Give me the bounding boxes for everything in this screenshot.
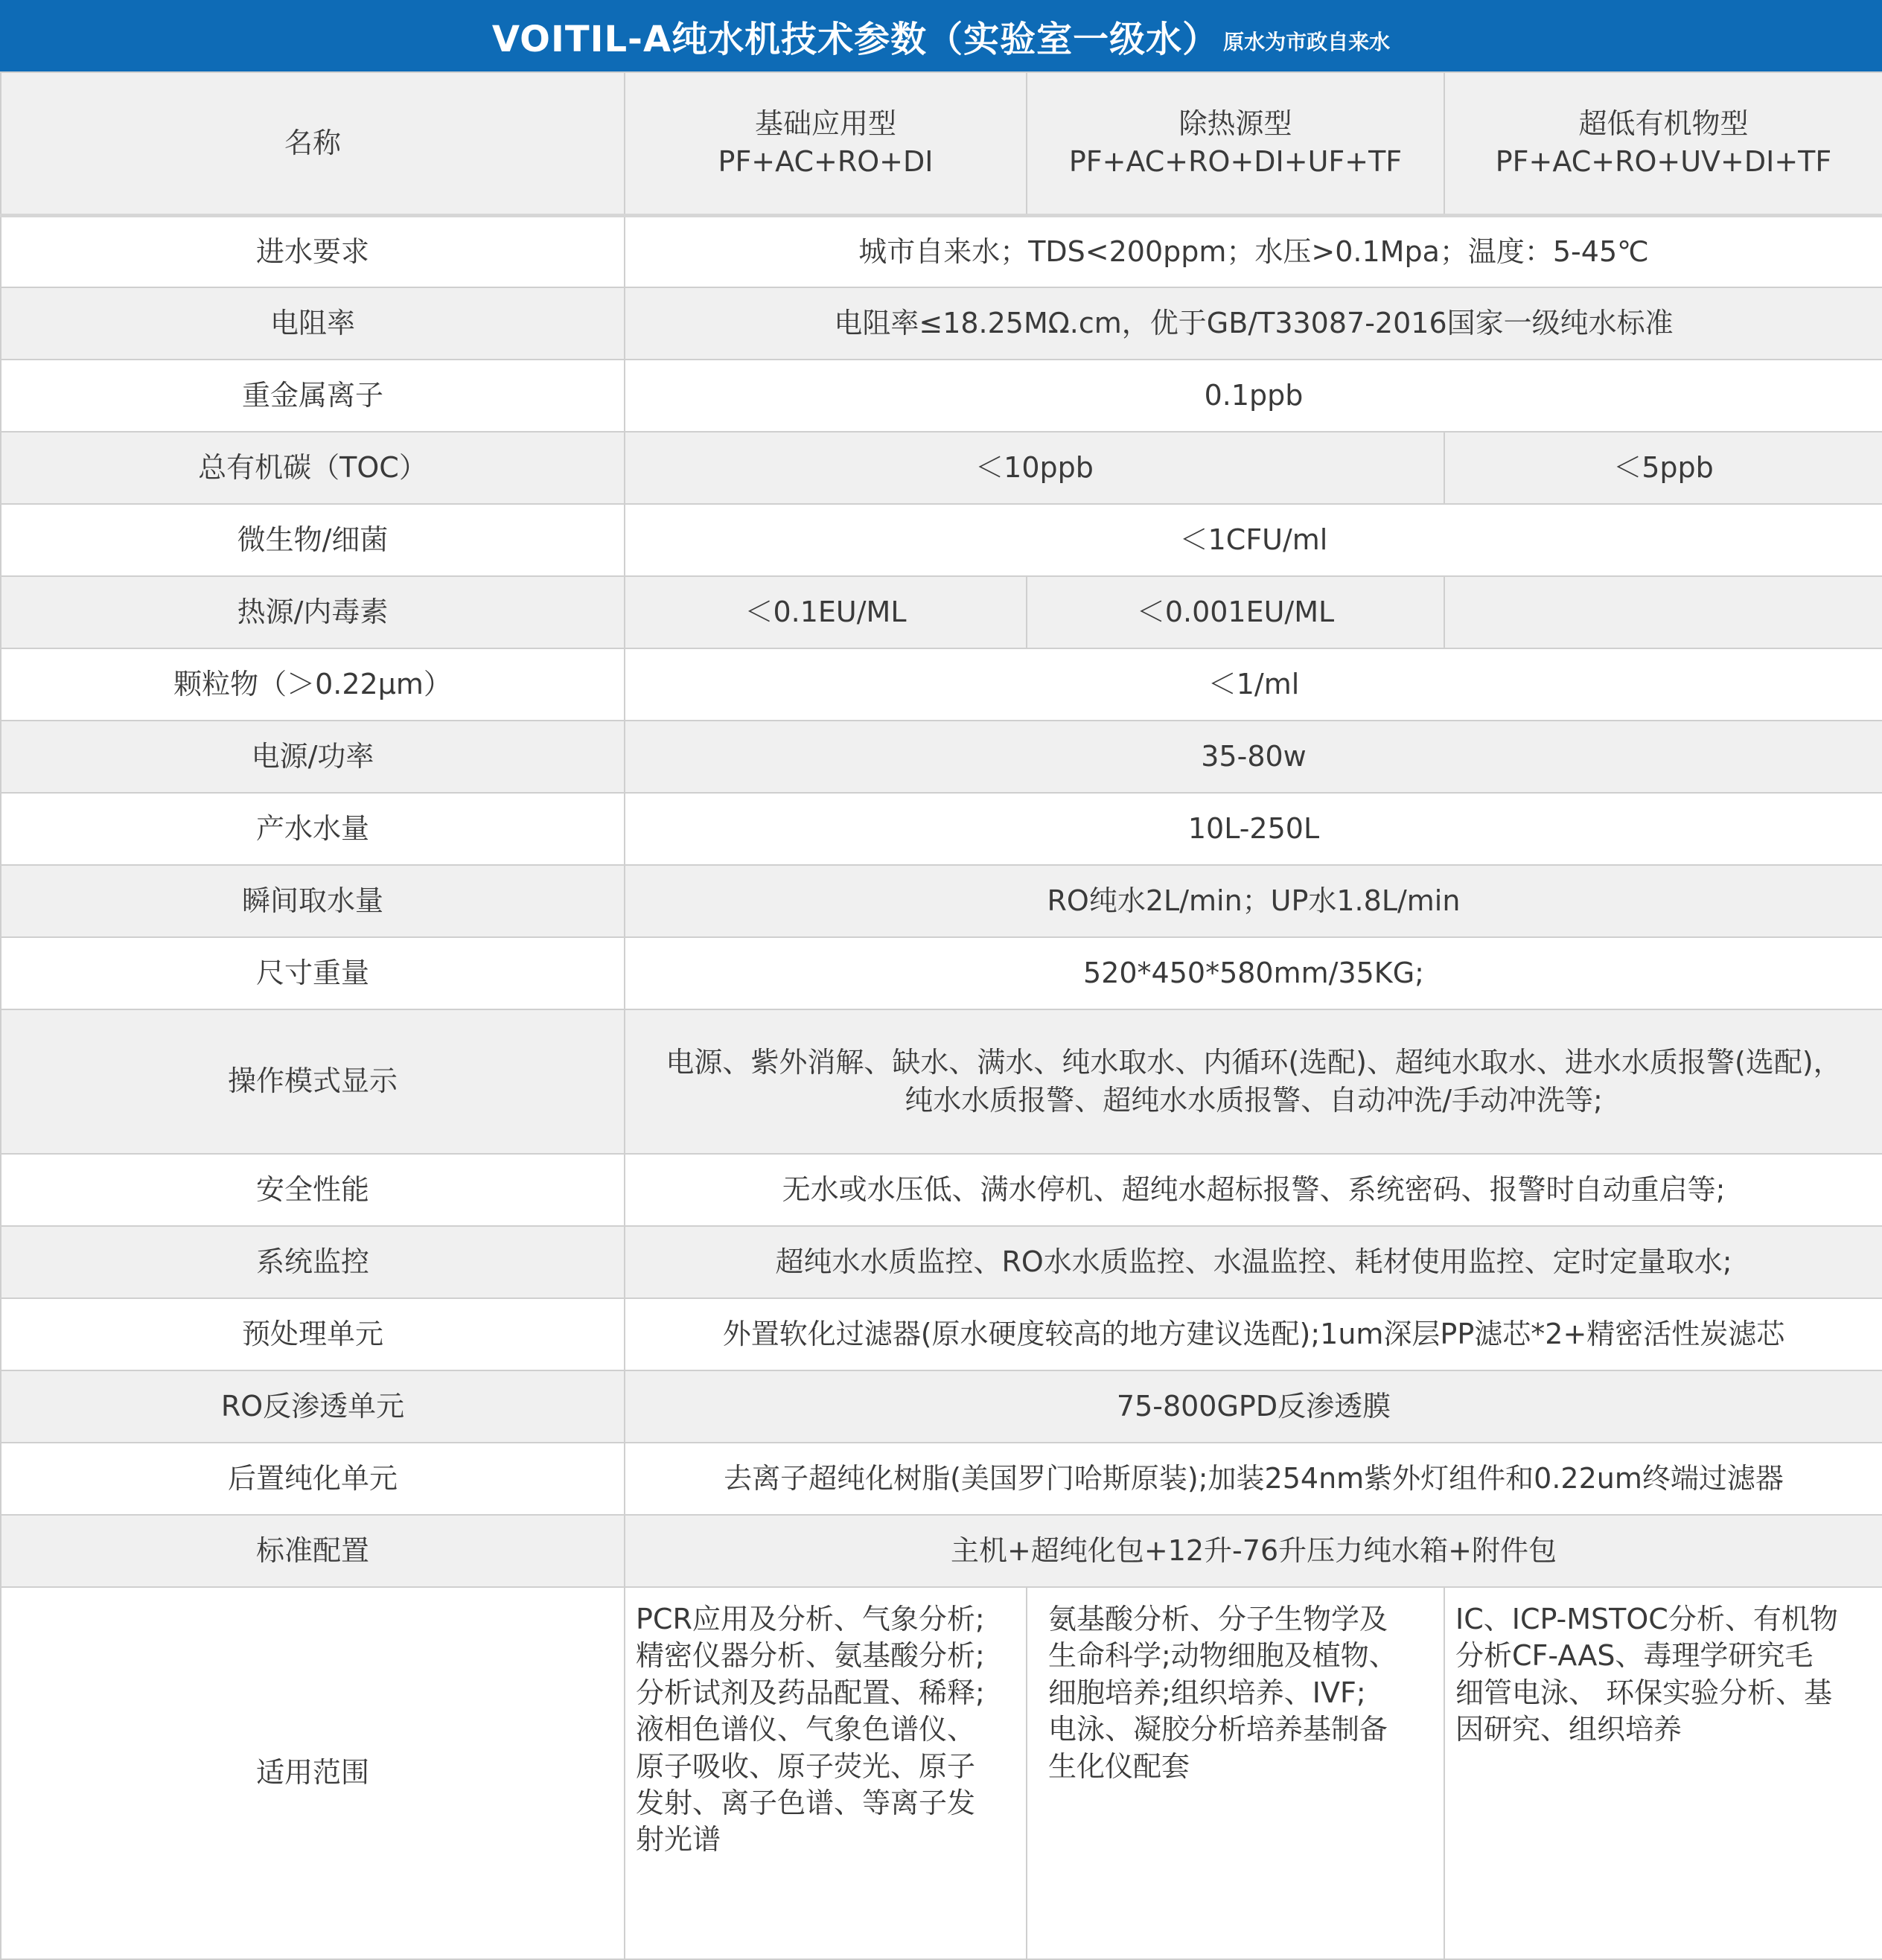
model-basic-name: 基础应用型 [754,106,896,140]
table-row-toc [1,432,1882,504]
table-row-scope [1,1587,1882,1959]
row-label: 重金属离子 [1,360,625,432]
row-value: 去离子超纯化树脂(美国罗门哈斯原装);加装254nm紫外灯组件和0.22um终端过滤器 [625,1443,1882,1515]
scope-line: 因研究、组织培养 [1455,1713,1682,1746]
row-label: 微生物/细菌 [1,504,625,576]
spec-table [0,71,1882,1960]
row-label: 标准配置 [1,1515,625,1587]
scope-line: 原子吸收、原子荧光、原子 [636,1749,976,1783]
table-row-mode [1,1009,1882,1154]
header-label: 名称 [284,126,341,159]
row-label: 热源/内毒素 [1,576,625,648]
row-label: 安全性能 [1,1154,625,1226]
mode-line-2: 纯水水质报警、超纯水水质报警、自动冲洗/手动冲洗等; [905,1084,1603,1117]
scope-line: 细管电泳、 环保实验分析、基 [1455,1676,1833,1709]
scope-col-pyrogen [1027,1587,1444,1959]
row-value: 超纯水水质监控、RO水水质监控、水温监控、耗材使用监控、定时定量取水; [625,1226,1882,1298]
model-basic-cell [625,72,1027,215]
table-row-heavy-metal [1,360,1882,432]
row-value: 主机+超纯化包+12升-76升压力纯水箱+附件包 [625,1515,1882,1587]
row-value-b: ＜0.001EU/ML [1027,576,1444,648]
row-value: 75-800GPD反渗透膜 [625,1370,1882,1443]
row-label: 适用范围 [1,1587,625,1959]
scope-col-basic [625,1587,1027,1959]
row-value-a: ＜0.1EU/ML [625,576,1027,648]
table-row-microbe [1,504,1882,576]
table-row-size [1,937,1882,1009]
table-row-power [1,721,1882,793]
mode-line-1: 电源、紫外消解、缺水、满水、纯水取水、内循环(选配)、超纯水取水、进水水质报警(选配)， [666,1045,1842,1079]
row-value: 0.1ppb [625,360,1882,432]
model-low-organic-config: PF+AC+RO+UV+DI+TF [1495,145,1832,179]
row-label: RO反渗透单元 [1,1370,625,1443]
row-label: 颗粒物（＞0.22μm） [1,648,625,721]
scope-line: 分析CF-AAS、毒理学研究毛 [1455,1639,1814,1673]
table-row-resistivity [1,287,1882,360]
scope-line: 电泳、凝胶分析培养基制备 [1048,1713,1388,1746]
row-value-c [1444,576,1882,648]
row-value: 电阻率≤18.25MΩ.cm，优于GB/T33087-2016国家一级纯水标准 [625,287,1882,360]
table-row-standard [1,1515,1882,1587]
row-value: 10L-250L [625,793,1882,865]
row-label: 操作模式显示 [1,1009,625,1154]
row-label: 产水水量 [1,793,625,865]
table-row-output [1,793,1882,865]
row-label: 总有机碳（TOC） [1,432,625,504]
scope-line: 液相色谱仪、气象色谱仪、 [636,1713,976,1746]
model-pyrogen-name: 除热源型 [1178,106,1292,140]
model-low-organic-name: 超低有机物型 [1578,106,1749,140]
model-low-organic-cell [1444,72,1882,215]
table-row-safety [1,1154,1882,1226]
scope-line: 射光谱 [636,1823,721,1857]
scope-line: 发射、离子色谱、等离子发 [636,1786,976,1819]
scope-col-low-organic [1444,1587,1882,1959]
scope-line: 精密仪器分析、氨基酸分析; [636,1639,985,1673]
row-value [625,1009,1882,1154]
row-value: 外置软化过滤器(原水硬度较高的地方建议选配);1um深层PP滤芯*2+精密活性炭滤芯 [625,1298,1882,1370]
row-label: 预处理单元 [1,1298,625,1370]
title-bar [0,0,1882,71]
table-row-post [1,1443,1882,1515]
row-label: 尺寸重量 [1,937,625,1009]
table-row-inlet [1,215,1882,287]
scope-line: PCR应用及分析、气象分析; [636,1603,985,1635]
row-label: 后置纯化单元 [1,1443,625,1515]
row-label: 电源/功率 [1,721,625,793]
table-row-pyrogen [1,576,1882,648]
row-value: ＜1CFU/ml [625,504,1882,576]
row-value: 无水或水压低、满水停机、超纯水超标报警、系统密码、报警时自动重启等; [625,1154,1882,1226]
table-row-pretreat [1,1298,1882,1370]
row-label: 瞬间取水量 [1,865,625,937]
header-label-cell [1,72,625,215]
row-label: 进水要求 [1,215,625,287]
row-label: 系统监控 [1,1226,625,1298]
model-pyrogen-config: PF+AC+RO+DI+UF+TF [1068,145,1403,179]
table-row-flow [1,865,1882,937]
row-value: ＜1/ml [625,648,1882,721]
row-value: 520*450*580mm/35KG; [625,937,1882,1009]
scope-line: 分析试剂及药品配置、稀释; [636,1676,985,1709]
page-title: VOITIL-A纯水机技术参数（实验室一级水） [491,18,1219,60]
row-label: 电阻率 [1,287,625,360]
scope-line: 生命科学;动物细胞及植物、 [1048,1639,1397,1673]
row-value-b: ＜5ppb [1444,432,1882,504]
row-value: RO纯水2L/min；UP水1.8L/min [625,865,1882,937]
row-value: 35-80w [625,721,1882,793]
scope-line: IC、ICP-MSTOC分析、有机物 [1455,1603,1838,1635]
table-row-header [1,72,1882,215]
row-value-a: ＜10ppb [625,432,1444,504]
scope-line: 氨基酸分析、分子生物学及 [1048,1603,1388,1635]
table-row-monitor [1,1226,1882,1298]
model-basic-config: PF+AC+RO+DI [718,145,934,179]
page-subtitle: 原水为市政自来水 [1223,30,1391,54]
table-row-particle [1,648,1882,721]
row-value: 城市自来水；TDS<200ppm；水压>0.1Mpa；温度：5-45℃ [625,215,1882,287]
scope-line: 细胞培养;组织培养、IVF; [1048,1676,1366,1709]
model-pyrogen-cell [1027,72,1444,215]
scope-line: 生化仪配套 [1048,1749,1190,1783]
table-row-ro [1,1370,1882,1443]
